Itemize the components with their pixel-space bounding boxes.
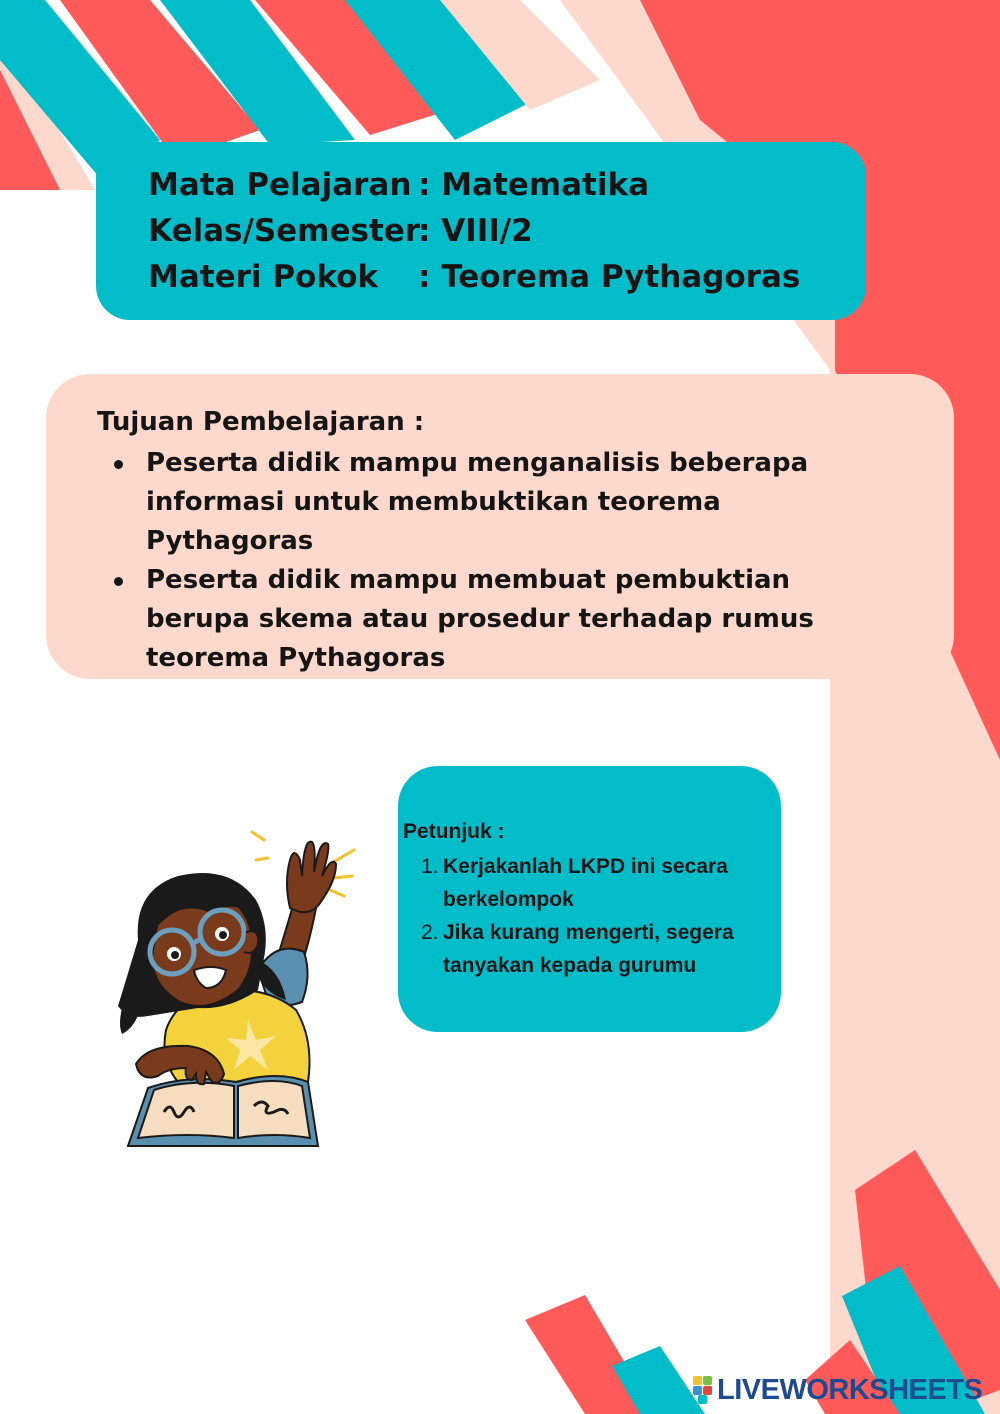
instructions-title: Petunjuk : bbox=[403, 820, 505, 843]
topic-row bbox=[148, 254, 800, 300]
objective-item bbox=[96, 561, 896, 678]
instructions-list bbox=[418, 850, 778, 982]
subject-value: : Matematika bbox=[418, 167, 650, 203]
liveworksheets-logo[interactable] bbox=[693, 1372, 982, 1408]
girl-raising-hand-with-book-icon bbox=[108, 820, 368, 1160]
class-semester-value: : VIII/2 bbox=[418, 213, 533, 249]
instruction-item bbox=[418, 916, 778, 982]
topic-label: Materi Pokok bbox=[148, 259, 379, 295]
bullet-icon bbox=[114, 460, 123, 469]
logo-text: LIVEWORKSHEETS bbox=[717, 1373, 983, 1406]
instruction-number: 1. bbox=[421, 855, 439, 878]
instructions-card bbox=[398, 766, 781, 1032]
instruction-text: Jika kurang mengerti, segera tanyakan kepada gurumu bbox=[443, 921, 734, 977]
instruction-text: Kerjakanlah LKPD ini secara berkelompok bbox=[443, 855, 728, 911]
subject-info-card bbox=[96, 142, 866, 320]
subject-label: Mata Pelajaran bbox=[148, 167, 412, 203]
instruction-item bbox=[418, 850, 778, 916]
instruction-number: 2. bbox=[421, 921, 439, 944]
objective-text: Peserta didik mampu menganalisis beberapa informasi untuk membuktikan teorema Pythagoras bbox=[146, 448, 809, 556]
learning-objectives-list bbox=[96, 444, 896, 678]
class-semester-label: Kelas/Semester bbox=[148, 213, 421, 249]
learning-objectives-title: Tujuan Pembelajaran : bbox=[97, 407, 425, 437]
liveworksheets-logo-icon bbox=[693, 1376, 713, 1404]
topic-value: : Teorema Pythagoras bbox=[418, 259, 801, 295]
objective-text: Peserta didik mampu membuat pembuktian berupa skema atau prosedur terhadap rumus teorema Pythagoras bbox=[146, 565, 814, 673]
subject-row bbox=[148, 162, 649, 208]
class-semester-row bbox=[148, 208, 533, 254]
learning-objectives-card bbox=[46, 374, 954, 679]
bullet-icon bbox=[114, 577, 123, 586]
objective-item bbox=[96, 444, 896, 561]
